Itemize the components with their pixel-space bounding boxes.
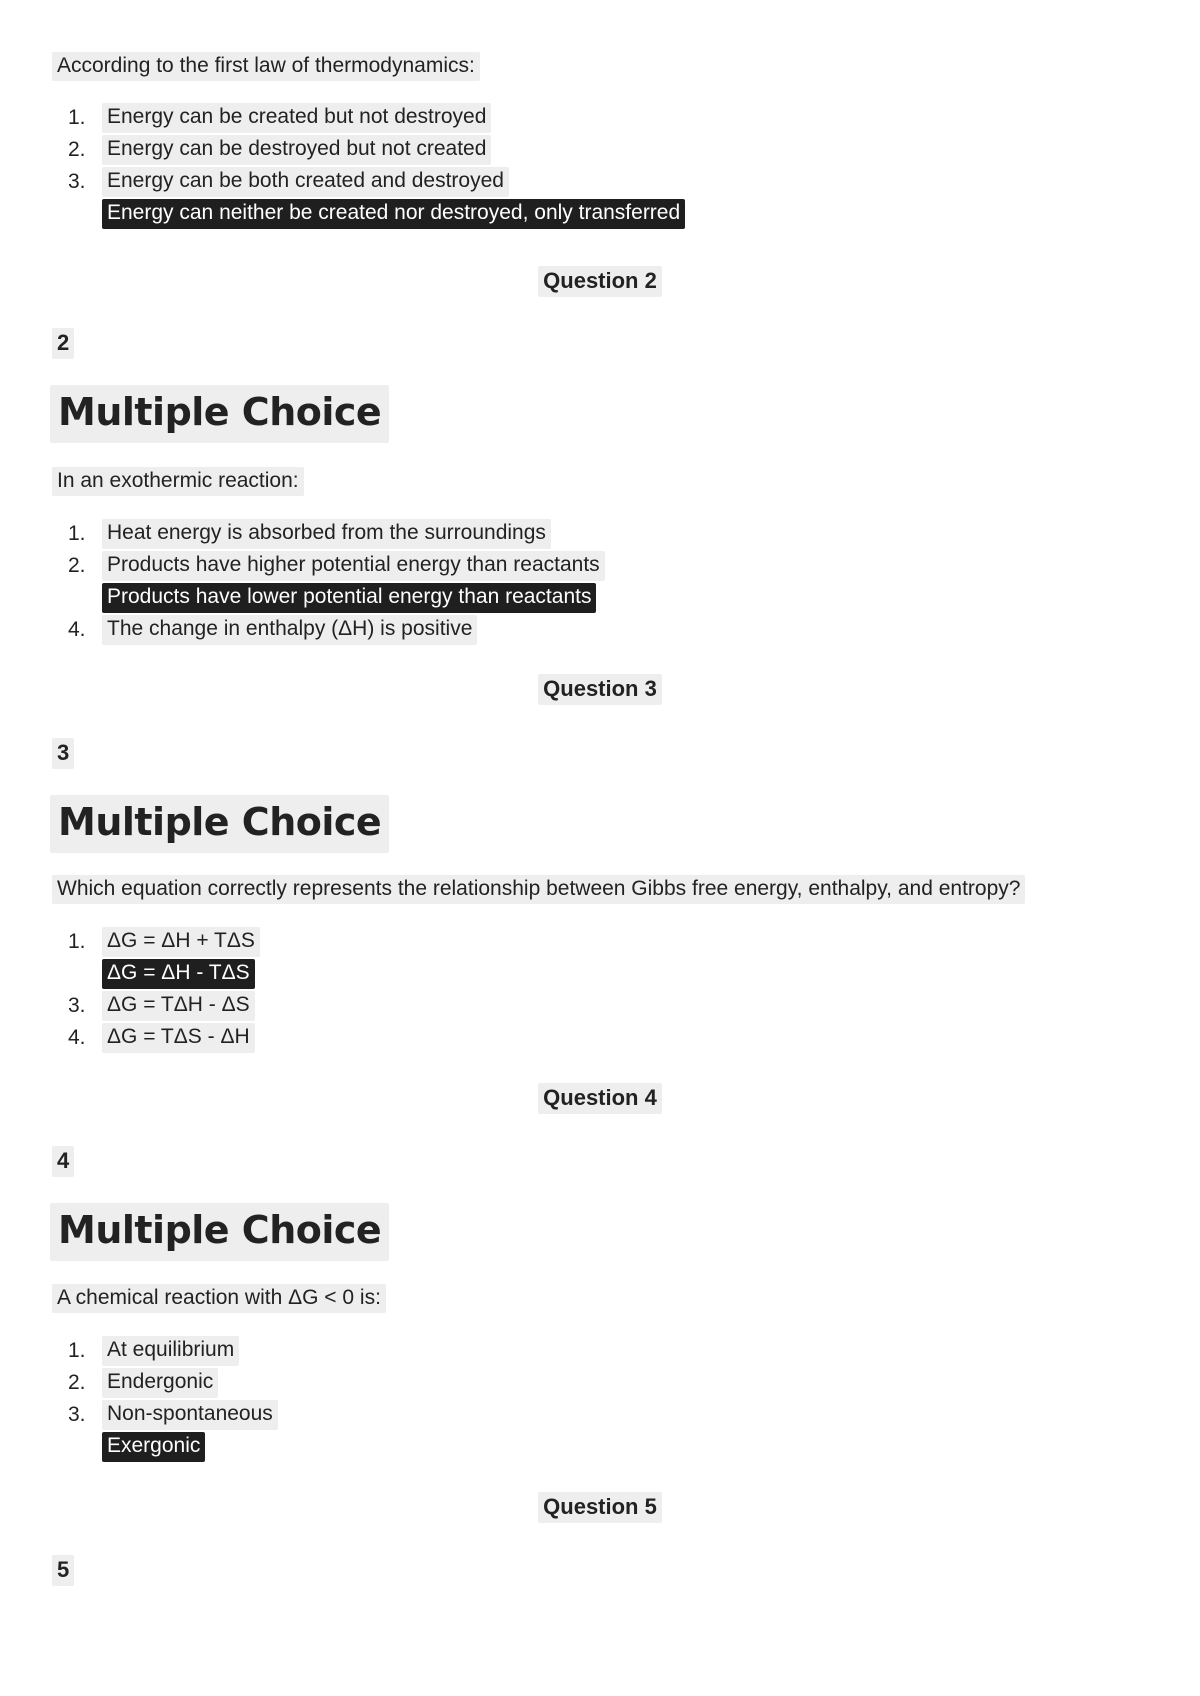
question-heading-text: Question 5 (538, 1492, 662, 1523)
question-type (50, 385, 389, 443)
option-number: 3. (68, 1403, 86, 1426)
question-stem (52, 875, 1025, 904)
option-number: 4. (68, 1026, 86, 1049)
question-type-text: Multiple Choice (50, 1203, 389, 1261)
question-number (52, 1146, 74, 1177)
question-number-text: 5 (52, 1555, 74, 1586)
option-text: Products have lower potential energy than reactants (102, 583, 596, 612)
option-text: The change in enthalpy (ΔH) is positive (102, 615, 477, 644)
answer-options (62, 926, 260, 1054)
answer-option-correct[interactable] (62, 198, 685, 230)
option-text: Energy can be both created and destroyed (102, 167, 509, 196)
question-heading-text: Question 3 (538, 674, 662, 705)
option-text: Endergonic (102, 1368, 218, 1397)
answer-option[interactable] (62, 550, 605, 582)
question-stem (52, 52, 480, 81)
question-type (50, 1203, 389, 1261)
option-text: ΔG = TΔH - ΔS (102, 991, 255, 1020)
option-text: Exergonic (102, 1432, 205, 1461)
answer-option[interactable] (62, 926, 260, 958)
option-text: Products have higher potential energy than reactants (102, 551, 605, 580)
answer-option-correct[interactable] (62, 958, 260, 990)
option-number: 2. (68, 1371, 86, 1394)
question-stem-text: Which equation correctly represents the relationship between Gibbs free energy, enthalpy, and entropy? (52, 875, 1025, 904)
answer-option[interactable] (62, 134, 685, 166)
option-number: 4. (68, 618, 86, 641)
answer-option[interactable] (62, 1335, 278, 1367)
question-heading-text: Question 4 (538, 1083, 662, 1114)
question-number-text: 2 (52, 328, 74, 359)
question-type (50, 795, 389, 853)
question-stem (52, 467, 304, 496)
answer-option[interactable] (62, 614, 605, 646)
answer-options (62, 102, 685, 230)
option-number: 1. (68, 522, 86, 545)
answer-option[interactable] (62, 102, 685, 134)
option-text: Energy can be created but not destroyed (102, 103, 491, 132)
question-type-text: Multiple Choice (50, 385, 389, 443)
answer-option-correct[interactable] (62, 1431, 278, 1463)
question-heading-text: Question 2 (538, 266, 662, 297)
option-text: ΔG = TΔS - ΔH (102, 1023, 255, 1052)
answer-option-correct[interactable] (62, 582, 605, 614)
option-number: 2. (68, 138, 86, 161)
question-number (52, 738, 74, 769)
question-heading (0, 674, 1200, 705)
option-text: Non-spontaneous (102, 1400, 278, 1429)
question-heading (0, 1083, 1200, 1114)
option-number: 2. (68, 554, 86, 577)
option-number: 3. (68, 170, 86, 193)
question-number-text: 4 (52, 1146, 74, 1177)
option-text: Heat energy is absorbed from the surroundings (102, 519, 551, 548)
question-stem (52, 1284, 386, 1313)
option-number: 1. (68, 930, 86, 953)
answer-option[interactable] (62, 1367, 278, 1399)
answer-option[interactable] (62, 166, 685, 198)
answer-option[interactable] (62, 990, 260, 1022)
option-text: Energy can be destroyed but not created (102, 135, 491, 164)
question-number (52, 1555, 74, 1586)
option-number: 1. (68, 106, 86, 129)
option-number: 1. (68, 1339, 86, 1362)
option-text: At equilibrium (102, 1336, 239, 1365)
option-text: ΔG = ΔH - TΔS (102, 959, 255, 988)
question-number (52, 328, 74, 359)
question-number-text: 3 (52, 738, 74, 769)
question-heading (0, 1492, 1200, 1523)
answer-options (62, 1335, 278, 1463)
answer-option[interactable] (62, 518, 605, 550)
question-type-text: Multiple Choice (50, 795, 389, 853)
question-heading (0, 266, 1200, 297)
answer-option[interactable] (62, 1399, 278, 1431)
option-number: 3. (68, 994, 86, 1017)
answer-options (62, 518, 605, 646)
question-stem-text: In an exothermic reaction: (52, 467, 304, 496)
option-text: Energy can neither be created nor destroyed, only transferred (102, 199, 685, 228)
answer-option[interactable] (62, 1022, 260, 1054)
question-stem-text: According to the first law of thermodynamics: (52, 52, 480, 81)
question-stem-text: A chemical reaction with ΔG < 0 is: (52, 1284, 386, 1313)
option-text: ΔG = ΔH + TΔS (102, 927, 260, 956)
